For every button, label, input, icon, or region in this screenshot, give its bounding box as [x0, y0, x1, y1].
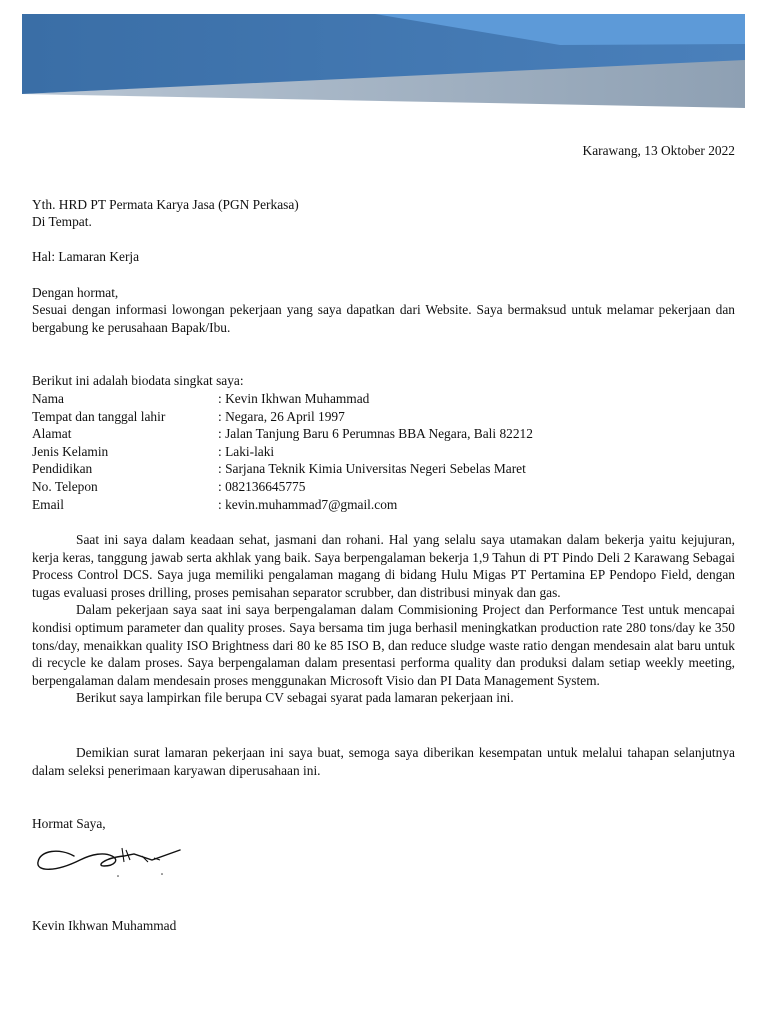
signatory-name: Kevin Ikhwan Muhammad — [32, 918, 177, 933]
bio-label: Pendidikan — [32, 461, 93, 477]
header-banner — [0, 0, 768, 130]
bio-value: : Sarjana Teknik Kimia Universitas Negeri Sebelas Maret — [218, 461, 526, 477]
bio-value: : Kevin Ikhwan Muhammad — [218, 391, 370, 406]
bio-label: No. Telepon — [32, 478, 98, 494]
bio-row-email — [32, 496, 533, 514]
bio-row-name — [32, 390, 533, 408]
bio-row-education — [32, 460, 533, 478]
bio-label: Email — [32, 496, 64, 512]
bio-intro: Berikut ini adalah biodata singkat saya: — [32, 373, 244, 388]
intro-paragraph: Sesuai dengan informasi lowongan pekerjaan yang saya dapatkan dari Website. Saya bermaksud untuk melamar pekerjaan dan bergabung ke perusahaan Bapak/Ibu. — [32, 302, 735, 335]
body-paragraph-1: Saat ini saya dalam keadaan sehat, jasmani dan rohani. Hal yang selalu saya utamakan dalam bekerja yaitu kejujuran, kerja keras, tanggung jawab serta akhlak yang baik. Saya berpengalaman bekerja 1,9 Tahun di PT Pindo Deli 2 Karawang Sebagai Process Control DCS. Saya juga memiliki pengalaman magang di bidang Hulu Migas PT Pertamina EP Pendopo Field, dengan tugas evaluasi proses drilling, proses pemisahan separator scrubber, dan distribusi minyak dan gas. — [32, 532, 735, 600]
bio-label: Alamat — [32, 426, 72, 442]
bio-value: : Laki-laki — [218, 443, 275, 459]
letter-subject: Hal: Lamaran Kerja — [32, 249, 140, 264]
bio-value: : Jalan Tanjung Baru 6 Perumnas BBA Negara, Bali 82212 — [218, 426, 533, 442]
letter-date: Karawang, 13 Oktober 2022 — [582, 143, 735, 158]
body-paragraph-3: Berikut saya lampirkan file berupa CV sebagai syarat pada lamaran pekerjaan ini. — [76, 690, 514, 706]
bio-value: : Negara, 26 April 1997 — [218, 408, 345, 424]
bio-label: Tempat dan tanggal lahir — [32, 408, 166, 424]
bio-row-gender — [32, 443, 533, 461]
bio-value[interactable]: : kevin.muhammad7@gmail.com — [218, 496, 398, 512]
body-paragraph-2: Dalam pekerjaan saya saat ini saya berpengalaman dalam Commisioning Project dan Performance Test untuk mencapai kondisi optimum parameter dan quality proses. Saya bersama tim juga berhasil meningkatkan production rate 280 tons/day ke 350 tons/day, menaikkan quality ISO Brightness dari 80 ke 85 ISO B, dan reduce sludge waste ratio dengan mendesain alat baru untuk di recycle ke dalam proses. Saya berpengalaman dalam presentasi performa quality dan produksi dalam setiap weekly meeting, berpengalaman dalam mendesain proses menggunakan Microsoft Visio dan PI Data Management System. — [32, 602, 735, 688]
signature — [34, 836, 184, 884]
bio-row-phone — [32, 478, 533, 496]
closing-salutation: Hormat Saya, — [32, 816, 106, 831]
bio-value: : 082136645775 — [218, 478, 306, 494]
body-paragraphs — [32, 531, 735, 707]
closing-paragraph: Demikian surat lamaran pekerjaan ini saya buat, semoga saya diberikan kesempatan untuk melalui tahapan selanjutnya dalam seleksi penerimaan karyawan diperusahaan ini. — [32, 745, 735, 778]
bio-row-birth — [32, 408, 533, 426]
bio-label: Nama — [32, 391, 64, 406]
recipient-line-1: Yth. HRD PT Permata Karya Jasa (PGN Perkasa) — [32, 197, 299, 212]
greeting: Dengan hormat, — [32, 285, 119, 300]
bio-row-address — [32, 425, 533, 443]
bio-table — [32, 390, 533, 513]
recipient-line-2: Di Tempat. — [32, 214, 92, 229]
bio-label: Jenis Kelamin — [32, 443, 109, 459]
